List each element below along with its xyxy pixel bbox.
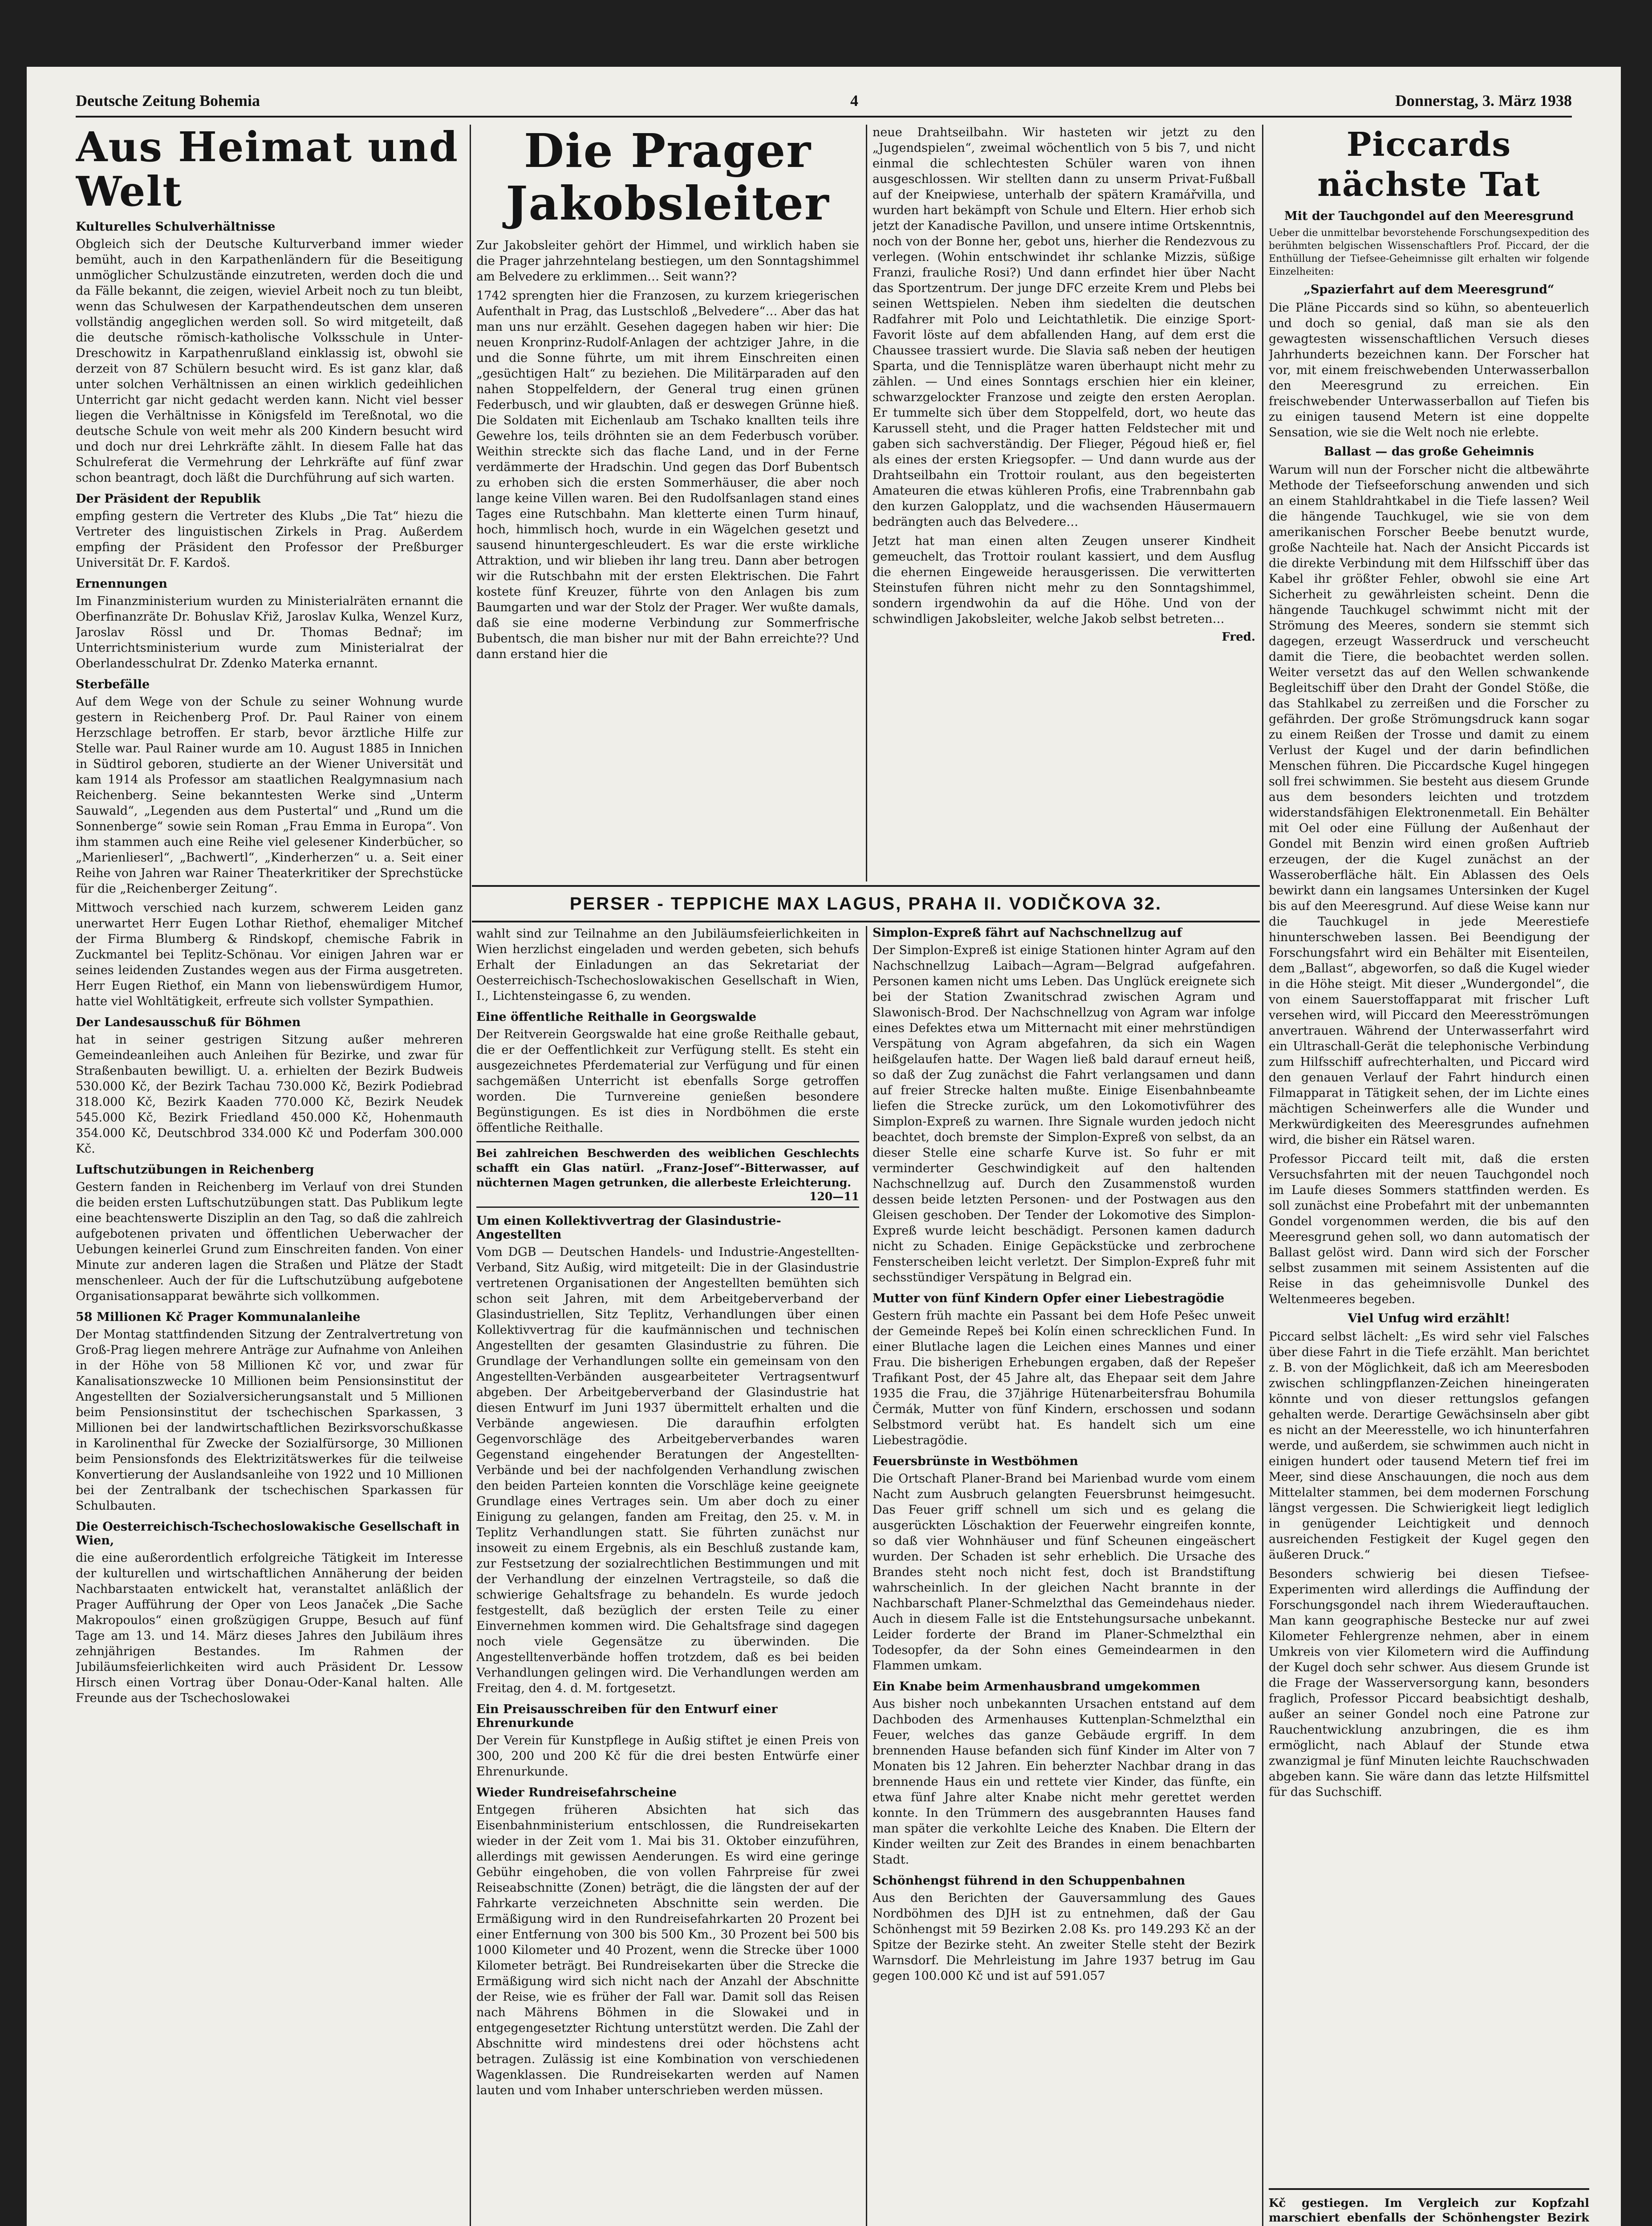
column-rule bbox=[1262, 125, 1263, 2226]
article-text: Der Reitverein Georgswalde hat eine große Reithalle gebaut, die er der Oeffentlichkeit zur Verfügung stellt. Es steht ein ausgezeichnetes Pferdematerial zur Verfügung und für einen sachgemäßen Unterricht ist ebenfalls Sorge getroffen worden. Die Turnvereine genießen besondere Begünstigungen. Es ist dies in Nordböhmen die erste öffentliche Reithalle. bbox=[476, 1028, 859, 1135]
paper-name: Deutsche Zeitung Bohemia bbox=[76, 92, 260, 110]
article-heading: Ballast — das große Geheimnis bbox=[1324, 445, 1534, 459]
article-text: die eine außerordentlich erfolgreiche Tätigkeit im Interesse der kulturellen und wirtschaftlichen Annäherung der beiden Nachbarstaaten entwickelt hat, veranstaltet anläßlich der Prager Aufführung der Oper von Leos Janaček „Die Sache Makropoulos“ einen großzügigen Gruppe, Besuch auf fünf Tage am 13. und 14. März dieses Jahres den Jubiläum ihres zehnjährigen Bestandes. Im Rahmen der Jubiläumsfeierlichkeiten wird auch Präsident Dr. Lessow Hirsch einen Vortrag über Donau-Oder-Kanal halten. Alle Freunde aus der Tschechoslowakei bbox=[76, 1551, 463, 1705]
article-heading: Wieder Rundreisefahrscheine bbox=[476, 1786, 677, 1799]
column-heimat-und-welt bbox=[76, 125, 463, 2226]
column-jakobsleiter-cont bbox=[873, 125, 1255, 877]
article-text: empfing gestern die Vertreter des Klubs „Die Tat“ hiezu die Vertreter des linguistischen Zirkels in Prag. Außerdem empfing der Präsident den Professor der Preßburger Universität Dr. F. Kardoš. bbox=[76, 509, 463, 570]
article-heading: Um einen Kollektivvertrag der Glasindustrie-Angestellten bbox=[476, 1214, 781, 1242]
column-rule bbox=[866, 125, 867, 881]
continuation-box bbox=[1269, 2188, 1589, 2226]
article-text: Warum will nun der Forscher nicht die altbewährte Methode der Tiefseeforschung anwenden und sich an einem Stahldrahtkabel in die Tiefe lassen? Weil die hängende Tauchkugel, wie sie von dem amerikanischen Forscher Beebe benutzt wurde, große Nachteile hat. Nach der Ansicht Piccards ist die direkte Verbindung mit dem Hilfsschiff über das Kabel ihr größter Fehler, obwohl sie eine Art Sicherheit zu gewährleisten scheint. Denn die hängende Tauchkugel schwimmt nicht mit der Strömung des Meeres, sondern sie stemmt sich dagegen, erzeugt Wasserdruck und verscheucht damit die Tiere, die beobachtet werden sollen. Weiter versetzt das auf den Wellen schwankende Begleitschiff über den Draht der Gondel Stöße, die das Stahlkabel zu zerreißen und die Forscher zu gefährden. Der große Strömungsdruck kann sogar zu einem Reißen der Trosse und damit zu einem Verlust der Kugel und der darin befindlichen Menschen führen. Die Piccardsche Kugel hingegen soll frei schwimmen. Sie besteht aus diesem Grunde aus dem besonders leichten und trotzdem widerstandsfähigen Elektronenmetall. Ein Behälter mit Oel oder eine Füllung der Außenhaut der Gondel mit Benzin wird einen großen Auftrieb erzeugen, der die Kugel zunächst an der Wasseroberfläche hält. Ein Ablassen des Oels bewirkt dann ein langsames Untersinken der Kugel bis auf den Meeresgrund. Auf diese Weise kann nur die Tauchkugel in jede Meerestiefe hinunterschweben lassen. Bei Beendigung der Forschungsfahrt wird ein Behälter mit Eisenteilen, dem „Ballast“, abgeworfen, so daß die Kugel wieder in die Höhe steigt. Mit dieser „Wundergondel“, die von einem Sauerstoffapparat mit frischer Luft versehen wird, will Piccard den Meeresströmungen anvertrauen. Während der Unterwasserfahrt wird ein Ultraschall-Gerät die telephonische Verbindung zum Hilfsschiff aufrechterhalten, und Piccard wird den genauen Verlauf der Fahrt hindurch einen Filmapparat in Tätigkeit sehen, der im Lichte eines mächtigen Scheinwerfers alle die Wunder und Merkwürdigkeiten des Meeresgrundes aufnehmen wird, die bisher ein Rätsel waren. bbox=[1269, 463, 1589, 1147]
article-text: hat in seiner gestrigen Sitzung außer mehreren Gemeindeanleihen auch Anleihen für Bezirke, und zwar für Straßenbauten bewilligt. U. a. erhielten der Bezirk Budweis 530.000 Kč, der Bezirk Tachau 730.000 Kč, Bezirk Podiebrad 318.000 Kč, Bezirk Kaaden 770.000 Kč, Bezirk Neudek 545.000 Kč, Bezirk Friedland 450.000 Kč, Hohenmauth 354.000 Kč, Deutschbrod 334.000 Kč und Poderfam 300.000 Kč. bbox=[76, 1033, 463, 1156]
bitterwasser-advertisement bbox=[476, 1141, 859, 1208]
article-heading: „Spazierfahrt auf dem Meeresgrund“ bbox=[1303, 283, 1555, 297]
article-text: Besonders schwierig bei diesen Tiefsee-Experimenten wird allerdings die Auffindung der Forschungsgondel nach ihrem Wiederauftauchen. Man kann geographische Bestecke nur auf zwei Kilometer Fehlergrenze nehmen, aber in einem Umkreis von vier Kilometern wird die Auffindung der Kugel doch sehr schwer. Aus diesem Grunde ist die Frage der Wasserversorgung kann, besonders fraglich, Professor Piccard beabsichtigt deshalb, außer an seiner Gondel noch eine Patrone zur Rauchentwicklung anzubringen, die es ihm ermöglicht, nach Ablauf der Stunde etwa zwanzigmal je fünf Minuten leichte Rauchschwaden abgeben kann. Sie wäre dann das letzte Hilfsmittel für das Suchschiff. bbox=[1269, 1567, 1589, 1799]
column-rule bbox=[470, 125, 471, 2226]
running-head bbox=[76, 91, 1572, 118]
header-rule bbox=[76, 116, 1572, 118]
article-text: Der Verein für Kunstpflege in Außig stiftet je einen Preis von 300, 200 und 200 Kč für die drei besten Entwürfe einer Ehrenurkunde. bbox=[476, 1734, 859, 1779]
article-text: Kč gestiegen. Im Vergleich zur Kopfzahl marschiert ebenfalls der Schönhengster Bezirk bbox=[1269, 2197, 1589, 2225]
article-text: Aus den Berichten der Gauversammlung des Gaues Nordböhmen des DJH ist zu entnehmen, daß der Gau Schönhengst mit 59 Bezirken 2.08 Ks. pro 149.293 Kč an der Spitze der Bezirke steht. An zweiter Stelle steht der Bezirk Warnsdorf. Die Mehrleistung im Jahre 1937 betrug im Gau gegen 100.000 Kč und ist auf 591.057 bbox=[873, 1891, 1255, 1983]
article-text: Mittwoch verschied nach kurzem, schwerem Leiden ganz unerwartet Herr Eugen Lothar Riethof, ehemaliger Mitchef der Firma Blumberg & Rindskopf, chemische Fabrik in Zuckmantel bei Teplitz-Schönau. Vor einigen Jahren war er seines leidenden Zustandes wegen aus der Firma ausgetreten. Herr Eugen Riethof, ein Mann von liebenswürdigem Humor, hatte viel Wohltätigkeit, erfreute sich vollster Sympathien. bbox=[76, 901, 463, 1008]
article-heading: Eine öffentliche Reithalle in Georgswalde bbox=[476, 1010, 757, 1024]
article-text: Die Pläne Piccards sind so kühn, so abenteuerlich und doch so genial, daß man sie als den gewagtesten wissenschaftlichen Versuch dieses Jahrhunderts bezeichnen kann. Der Forscher hat vor, mit einem freischwebenden Unterwasserballon den Meeresgrund zu erreichen. Ein freischwebender Unterwasserballon auf Tiefen bis zu einigen tausend Metern ist eine doppelte Sensation, wie sie die Welt noch nie erlebte. bbox=[1269, 301, 1589, 439]
article-text: Auf dem Wege von der Schule zu seiner Wohnung wurde gestern in Reichenberg Prof. Dr. Paul Rainer von einem Herzschlage betroffen. Er starb, bevor ärztliche Hilfe zur Stelle war. Paul Rainer wurde am 10. August 1885 in Innichen in Südtirol geboren, studierte an der Wiener Universität und kam 1914 als Professor am staatlichen Realgymnasium nach Reichenberg. Seine bekanntesten Werke sind „Unterm Sauwald“, „Legenden aus dem Pustertal“ und „Rund um die Sonnenberge“ sowie sein Roman „Frau Emma in Europa“. Von ihm stammen auch eine Reihe viel gelesener Kinderbücher, so „Marienlieserl“, „Bachwertl“, „Kinderherzen“ u. a. Seit einer Reihe von Jahren war Rainer Theaterkritiker der Sprechstücke für die „Reichenberger Zeitung“. bbox=[76, 695, 463, 896]
article-text: 1742 sprengten hier die Franzosen, zu kurzem kriegerischen Aufenthalt in Prag, das Lustschloß „Belvedere“… Aber das hat man uns nur erzählt. Gesehen dagegen haben wir hier: Die neuen Kronprinz-Rudolf-Anlagen der achtziger Jahre, in die und die Sonne führte, um mit ihrem Einschreiten einen „gesüchtigen Halt“ zu beziehen. Die Militärparaden auf den nahen Stoppelfeldern, der General trug einen grünen Federbusch, und wir glaubten, daß er deswegen Grünne hieß. Die Soldaten mit Eichenlaub am Tschako knallten teils ihre Gewehre los, teils dröhnten sie an dem Federbusch vorüber. Weithin streckte sich das flache Land, und in der Ferne verdämmerte der Hradschin. Und gegen das Dorf Bubentsch zu erhoben sich die ersten Sommerhäuser, die aber noch lange keine Villen waren. Bei den Rudolfsanlagen stand eines Tages eine Rutschbahn. Man kletterte einen Turm hinauf, hoch, himmlisch hoch, wurde in ein Wägelchen gesetzt und sausend hinuntergeschleudert. Es war die erste wirkliche Attraktion, und wir blieben ihr lang treu. Dann aber betrogen wir die Rutschbahn mit der ersten Elektrischen. Die Fahrt kostete fünf Kreuzer, führte von den Anlagen bis zum Baumgarten und war der Stolz der Prager. Wer wußte damals, daß sie eine moderne Verbindung zur Sommerfrische Bubentsch, die man bisher nur mit der Bahn erreichte?? Und dann erstand hier die bbox=[476, 289, 859, 661]
article-text: Der Simplon-Expreß ist einige Stationen hinter Agram auf den Nachschnellzug Laibach—Agram—Belgrad aufgefahren. Personen kamen nicht ums Leben. Das Unglück ereignete sich bei der Station Zwanitschrad zwischen Agram und Slawonisch-Brod. Der Nachschnellzug von Agram war infolge eines Defektes etwa um Mitternacht mit einer mehrstündigen Verspätung von Agram abgefahren, da sich ein Wagen heißgelaufen hatte. Der Wagen ließ bald darauf erneut heiß, so daß der Zug zunächst die Fahrt verlangsamen und dann auf freier Strecke halten mußte. Einige Eisenbahnbeamte liefen die Strecke zurück, um den Lokomotivführer des Simplon-Expreß zu warnen. Ihre Signale wurden jedoch nicht beachtet, doch bremste der Simplon-Expreß von selbst, da an dieser Stelle eine scharfe Kurve ist. So fuhr er mit verminderter Geschwindigkeit auf den haltenden Nachschnellzug auf. Durch den Zusammenstoß wurden dessen beide letzten Personen- und der Postwagen aus den Gleisen geschoben. Der Tender der Lokomotive des Simplon-Expreß wurde leicht beschädigt. Personen kamen dadurch nicht zu Schaden. Einige Gepäckstücke und zerbrochene Fensterscheiben leicht verletzt. Der Simplon-Expreß fuhr mit sechsstündiger Verspätung in Belgrad ein. bbox=[873, 943, 1255, 1284]
article-text: Gestern früh machte ein Passant bei dem Hofe Pešec unweit der Gemeinde Repeš bei Kolín einen schrecklichen Fund. In einer Blutlache lagen die Leichen eines Mannes und einer Frau. Die bisherigen Erhebungen ergaben, daß der Repešer Trafikant Post, der 45 Jahre alt, das Ehepaar seit dem Jahre 1935 die Frau, die 37jährige Hütenarbeitersfrau Bohumila Čermák, Mutter von fünf Kindern, erschossen und sodann Selbstmord verübt hat. Es handelt sich um eine Liebestragödie. bbox=[873, 1309, 1255, 1447]
issue-date: Donnerstag, 3. März 1938 bbox=[1395, 92, 1572, 110]
article-heading: Luftschutzübungen in Reichenberg bbox=[76, 1163, 314, 1177]
column-news-middle bbox=[476, 926, 859, 2226]
article-text: Professor Piccard teilt mit, daß die ersten Versuchsfahrten mit der neuen Tauchgondel noch im Laufe dieses Sommers stattfinden werden. Es soll zunächst eine Probefahrt mit der unbemannten Gondel vorgenommen werden, die bis auf den Meeresgrund gehen soll, wo dann automatisch der Ballast gelöst wird. Dann wird sich der Forscher selbst zusammen mit seinem Assistenten auf die Reise in das geheimnisvolle Dunkel des Weltenmeeres begeben. bbox=[1269, 1152, 1589, 1306]
article-text: Gestern fanden in Reichenberg im Verlauf von drei Stunden die beiden ersten Luftschutzübungen statt. Das Publikum legte eine beachtenswerte Disziplin an den Tag, so daß die zahlreich aufgebotenen privaten und öffentlichen Ueberwacher der Uebungen keinerlei Grund zum Einschreiten fanden. Von einer Minute zur anderen lagen die Straßen und Plätze der Stadt menschenleer. Auch der für die Luftschutzübung aufgebotene Organisationsapparat bewährte sich vollkommen. bbox=[76, 1180, 463, 1303]
article-heading: Mutter von fünf Kindern Opfer einer Liebestragödie bbox=[873, 1292, 1225, 1305]
article-text: wahlt sind zur Teilnahme an den Jubiläumsfeierlichkeiten in Wien herzlichst eingeladen und werden gebeten, sich behufs Erhalt der Einladungen an das Sekretariat der Oesterreichisch-Tschechoslowakischen Gesellschaft in Wien, I., Lichtensteingasse 6, zu wenden. bbox=[476, 927, 859, 1003]
column-piccard bbox=[1269, 125, 1589, 2181]
article-text: Zur Jakobsleiter gehört der Himmel, und wirklich haben sie die Prager jahrzehntelang bestiegen, um den Sonntagshimmel am Belvedere zu erklimmen… Seit wann?? bbox=[476, 239, 859, 284]
ad-reference: 120—11 bbox=[809, 1190, 859, 1203]
article-heading: Viel Unfug wird erzählt! bbox=[1348, 1312, 1510, 1325]
newspaper-page bbox=[27, 67, 1621, 2226]
article-heading: Ernennungen bbox=[76, 577, 167, 591]
article-title: Piccards nächste Tat bbox=[1317, 126, 1541, 204]
section-title: Aus Heimat und Welt bbox=[76, 125, 459, 215]
article-heading: Die Oesterreichisch-Tschechoslowakische Gesellschaft in Wien, bbox=[76, 1520, 460, 1548]
article-text: Obgleich sich der Deutsche Kulturverband immer wieder bemüht, auch in den Karpathenländern für die Beseitigung unmöglicher Schulzustände einzutreten, werden doch die und da Fälle bekannt, die zeigen, wieviel Arbeit noch zu tun bleibt, wenn das Schulwesen der Karpathendeutschen dem unseren vollständig angeglichen werden soll. So wird mitgeteilt, daß die deutsche römisch-katholische Volksschule in Unter-Dreschowitz in Karpathenrußland einklassig ist, obwohl sie derzeit von 87 Schülern besucht wird. Es ist ganz klar, daß unter solchen Verhältnissen an einen wirklich gedeihlichen Unterricht gar nicht gedacht werden kann. Nicht viel besser liegen die Verhältnisse in Königsfeld im Tereßnotal, wo die deutsche Schule von weit mehr als 200 Kindern besucht wird und doch nur drei Lehrkräfte zählt. In diesem Falle hat das Schulreferat die Vermehrung der Lehrkräfte auf fünf zwar schon beantragt, doch läßt die Durchführung auf sich warten. bbox=[76, 237, 463, 485]
article-text: Vom DGB — Deutschen Handels- und Industrie-Angestellten-Verband, Sitz Außig, wird mitgeteilt: Die in der Glasindustrie vertretenen Organisationen der Angestellten bemühten sich schon seit Jahren, mit dem Arbeitgeberverband der Glasindustriellen, Sitz Teplitz, Verhandlungen über einen Kollektivvertrag für die kaufmännischen und technischen Angestellten der gesamten Glasindustrie zu führen. Die Grundlage der Verhandlungen sollte ein gemeinsam von den Angestellten-Verbänden ausgearbeiteter Vertragsentwurf abgeben. Der Arbeitgeberverband der Glasindustrie hat diesen Entwurf im Juni 1937 übermittelt erhalten und die Verbände angewiesen. Die daraufhin erfolgten Gegenvorschläge des Arbeitgeberverbandes waren Gegenstand eingehender Beratungen der Angestellten-Verbände und bei der nachfolgenden Verhandlung zwischen den beiden Parteien konnten die Vorschläge keine geeignete Grundlage eines Vertrages sein. Um aber doch zu einer Einigung zu gelangen, fanden am Freitag, den 25. v. M. in Teplitz Verhandlungen statt. Sie führten zunächst nur insoweit zu einem Ergebnis, als ein Beschluß zustande kam, zur Festsetzung der sozialrechtlichen Bestimmungen und mit der Verhandlung der einzelnen Vertragsteile, so daß die schwierige Gehaltsfrage zu behandeln. Es wurde jedoch festgestellt, daß bezüglich der ersten Teile zu einer Einvernehmen kommen wird. Die Gehaltsfrage sind dagegen noch viele Gegensätze zu überwinden. Die Angestelltenverbände hoffen trotzdem, daß es bei beiden Verhandlungen gelingen wird. Die Verhandlungen werden am Freitag, den 4. d. M. fortgesetzt. bbox=[476, 1245, 859, 1695]
article-title-line1: Die Prager bbox=[524, 125, 812, 178]
page-number: 4 bbox=[850, 92, 858, 110]
article-text: Jetzt hat man einen alten Zeugen unserer Kindheit gemeuchelt, das Trottoir roulant kassiert, und dem Ausflug die ehernen Eingeweide herausgerissen. Die verwitterten Steinstufen führen nicht mehr zu den Sonntagshimmel, sondern irgendwohin da auf die Höhe. Und von der schwindligen Jakobsleiter, welche Jakob selbst betreten… bbox=[873, 534, 1255, 626]
article-heading: Der Landesausschuß für Böhmen bbox=[76, 1016, 301, 1029]
article-heading: Feuersbrünste in Westböhmen bbox=[873, 1454, 1078, 1468]
ad-text: Bei zahlreichen Beschwerden des weiblichen Geschlechts schafft ein Glas natürl. „Franz-Josef“-Bitterwasser, auf nüchternen Magen getrunken, die allerbeste Erleichterung. bbox=[476, 1147, 859, 1189]
article-text: Der Montag stattfindenden Sitzung der Zentralvertretung von Groß-Prag liegen mehrere Anträge zur Aufnahme von Anleihen in der Höhe von 58 Millionen Kč vor, und zwar für Kanalisationszwecke 10 Millionen beim Pensionsinstitut der Angestellten der Sozialversicherungsanstalt und 5 Millionen beim Pensionsinstitut der tschechischen Sparkassen, 3 Millionen bei der landwirtschaftlichen Bezirksvorschußkasse in Karolinenthal für Zwecke der Sozialfürsorge, 30 Millionen beim Pensionsfonds des Elektrizitätswerkes für die teilweise Konvertierung der Auslandsanleihe von 1922 und 10 Millionen bei der Zentralbank der tschechischen Sparkassen für Schulbauten. bbox=[76, 1328, 463, 1513]
article-text: Piccard selbst lächelt: „Es wird sehr viel Falsches über diese Fahrt in die Tiefe erzählt. Man berichtet z. B. von der Möglichkeit, daß ich am Meeresboden zwischen schlingpflanzen-Zeichen hineingeraten könnte und von dieser rettungslos gefangen gehalten werde. Derartige Gewächsinseln aber gibt es nicht an der Meeresstelle, wo ich hinunterfahren werde, und außerdem, sie schwimmen auch nicht in einigen hundert oder tausend Metern tief frei im Meer, sind diese Anschauungen, die noch aus dem Mittelalter stammen, bei dem modernen Forschung längst vergessen. Die Schwierigkeit liegt lediglich in genügender Leichtigkeit und dennoch ausreichenden Festigkeit der Kugel gegen den äußeren Druck.“ bbox=[1269, 1330, 1589, 1562]
article-heading: Ein Preisausschreiben für den Entwurf einer Ehrenurkunde bbox=[476, 1702, 778, 1730]
advertisement-banner: PERSER - TEPPICHE MAX LAGUS, PRAHA II. VODIČKOVA 32. bbox=[472, 885, 1260, 922]
article-heading: Simplon-Expreß fährt auf Nachschnellzug auf bbox=[873, 926, 1182, 940]
column-news-right bbox=[873, 926, 1255, 2226]
article-text: Entgegen früheren Absichten hat sich das Eisenbahnministerium entschlossen, die Rundreisekarten wieder in der Zeit vom 1. Mai bis 31. Oktober einzuführen, allerdings mit gewissen Aenderungen. Es wird eine geringe Gebühr eingehoben, die von vollen Fahrpreise für zwei Reiseabschnitte (Zonen) beträgt, die die längsten der auf der Fahrkarte verzeichneten Abschnitte sein werden. Die Ermäßigung wird in den Rundreisefahrkarten 20 Prozent bei einer Entfernung von 300 bis 500 Km., 30 Prozent bei 500 bis 1000 Kilometer und 40 Prozent, wenn die Strecke über 1000 Kilometer beträgt. Bei Rundreisekarten über die Strecke die Ermäßigung wird sich nicht nach der Anzahl der Abschnitte der Reise, wie es früher der Fall war. Damit soll das Reisen nach Mährens Böhmen in die Slowakei und in entgegengesetzter Richtung unterstützt werden. Die Zahl der Abschnitte wird mindestens drei oder höchstens acht betragen. Zulässig ist eine Kombination von verschiedenen Wagenklassen. Die Rundreisekarten werden auf Namen lauten und vom Inhaber unterschrieben werden müssen. bbox=[476, 1803, 859, 2097]
article-intro: Ueber die unmittelbar bevorstehende Forschungsexpedition des berühmten belgischen Wissenschaftlers Prof. Piccard, der die Enthüllung der Tiefsee-Geheimnisse gilt erhalten wir folgende Einzelheiten: bbox=[1269, 227, 1589, 277]
article-subtitle: Mit der Tauchgondel auf den Meeresgrund bbox=[1284, 209, 1574, 223]
article-heading: Schönhengst führend in den Schuppenbahnen bbox=[873, 1874, 1185, 1888]
article-heading: Der Präsident der Republik bbox=[76, 492, 261, 506]
article-text: Aus bisher noch unbekannten Ursachen entstand auf dem Dachboden des Armenhauses Kuttenplan-Schmelzthal ein Feuer, welches das ganze Gebäude ergriff. In dem brennenden Hause befanden sich fünf Kinder im Alter von 7 Monaten bis 12 Jahren. Ein beherzter Nachbar drang in das brennende Haus ein und rettete vier Kinder, das fünfte, ein etwa fünf Jahre alter Knabe nicht mehr gerettet werden konnte. In den Trümmern des ausgebrannten Hauses fand man später die verkohlte Leiche des Knaben. Die Eltern der Kinder weilten zur Zeit des Brandes in einem benachbarten Stadt. bbox=[873, 1697, 1255, 1867]
column-jakobsleiter bbox=[476, 125, 859, 877]
author-signature: Fred. bbox=[1222, 630, 1255, 644]
article-heading: 58 Millionen Kč Prager Kommunalanleihe bbox=[76, 1310, 361, 1324]
article-text: neue Drahtseilbahn. Wir hasteten wir jetzt zu den „Jugendspielen“, zweimal wöchentlich von 5 bis 7, und nicht einmal die schlechtesten Schüler waren von ihnen ausgeschlossen. Wir stellten dann zu unserm Privat-Fußball auf der Kneipwiese, unterhalb der spätern Kramářvilla, und wurden hart bekämpft von Schule und Eltern. Hier erhob sich jetzt der Kanadische Pavillon, und unsere intime Ortskenntnis, noch von der Bonne her, gebot uns, hierher die Rendezvous zu verlegen. (Wohin entschwindet ihr schlanke Mizzis, süßige Franzi, frauliche Rosi?) Und dann erfindet hier über Nacht das Sportzentrum. Der junge DFC erzeite Krem und Plebs bei seinen Wettspielen. Neben ihm siedelten die deutschen Radfahrer mit Polo und Leichtathletik. Die einzige Sport-Favorit löste auf dem abfallenden Hang, auf dem erst die Chaussee trassiert wurde. Die Slavia saß neben der heutigen Sparta, und die Tennisplätze waren überhaupt nicht mehr zu zählen. — Und eines Sonntags erschien hier ein kleiner, schwarzgelockter Franzose und zeigte den ersten Aeroplan. Er tummelte sich über dem Stoppelfeld, dort, wo heute das Karussell steht, und die Prager hatten Feldstecher mit und gaben sich sachverständig. Der Flieger, Pégoud hieß er, fiel als eines der ersten Kriegsopfer. — Und dann wurde aus der Drahtseilbahn ein Trottoir roulant, aus den begeisterten Amateuren die etwas kühleren Profis, eine Trabrennbahn gab den kurzen Galopplatz, und die wachsenden Häusermauern bedrängten auch das Belvedere… bbox=[873, 126, 1255, 529]
article-heading: Kulturelles Schulverhältnisse bbox=[76, 220, 276, 234]
article-heading: Sterbefälle bbox=[76, 678, 150, 691]
article-text: Die Ortschaft Planer-Brand bei Marienbad wurde vom einem Nacht zum Ausbruch gelangten Feuersbrunst heimgesucht. Das Feuer griff schnell um sich und es gelang die ausgerückten Löschaktion der Feuerwehr eingreifen konnte, so daß vier Wohnhäuser und fünf Scheunen eingeäschert wurden. Der Schaden ist sehr erheblich. Die Ursache des Brandes steht noch nicht fest, doch ist Brandstiftung wahrscheinlich. In der gleichen Nacht brannte in der Nachbarschaft Planer-Schmelzthal das Gemeindehaus nieder. Auch in diesem Falle ist die Entstehungsursache unbekannt. Leider forderte der Brand im Planer-Schmelzthal ein Todesopfer, da der Sohn eines Gemeindearmen in den Flammen umkam. bbox=[873, 1472, 1255, 1673]
column-rule bbox=[866, 926, 867, 2226]
article-heading: Ein Knabe beim Armenhausbrand umgekommen bbox=[873, 1680, 1201, 1694]
article-title-line2: Jakobsleiter bbox=[506, 176, 830, 231]
article-text: Im Finanzministerium wurden zu Ministerialräten ernannt die Oberfinanzräte Dr. Bohuslav Křiž, Jaroslav Kulka, Wenzel Kurz, Jaroslav Rössl und Dr. Thomas Bednař; im Unterrichtsministerium wurde zum Ministerialrat der Oberlandesschulrat Dr. Zdenko Materka ernannt. bbox=[76, 594, 463, 670]
